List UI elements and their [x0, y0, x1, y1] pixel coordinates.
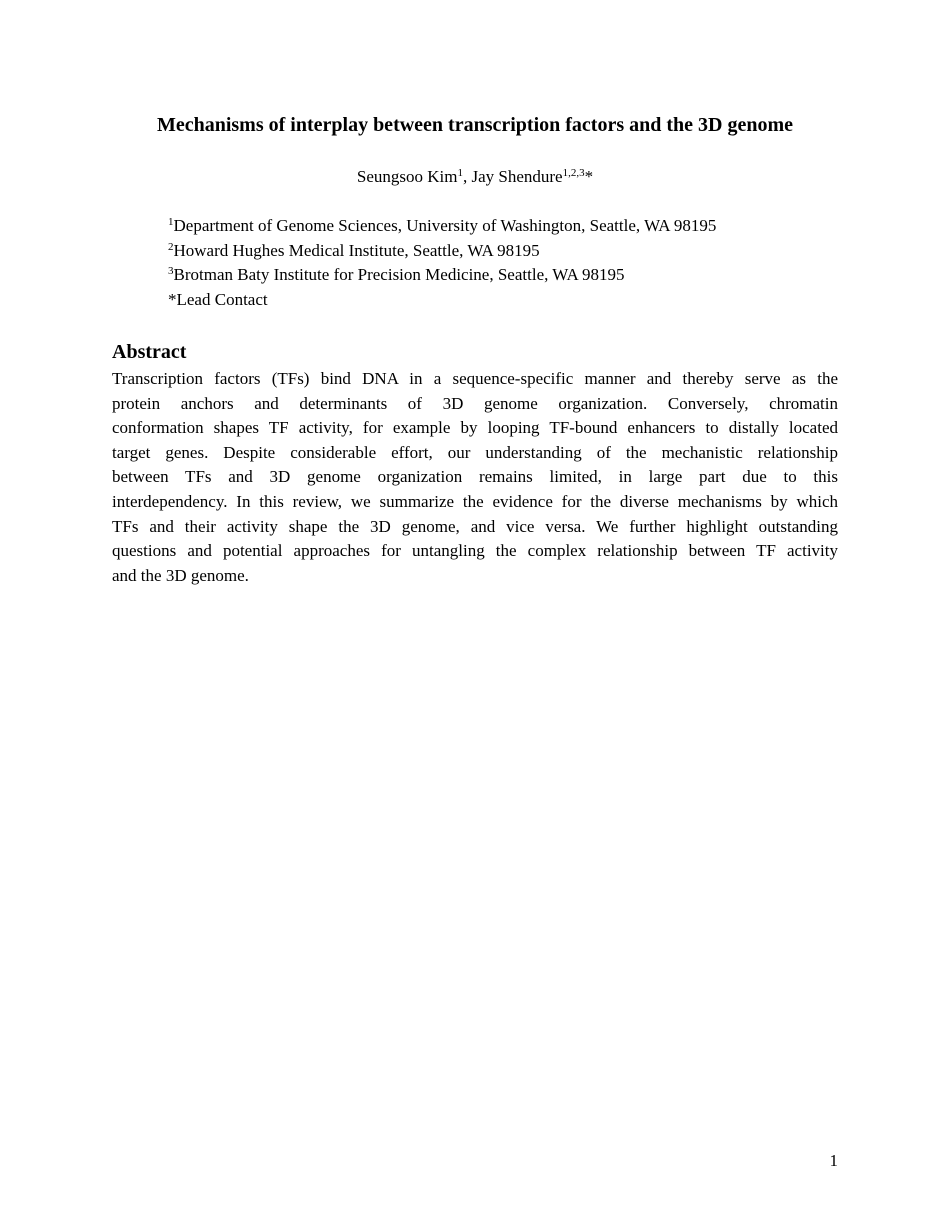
paper-title: Mechanisms of interplay between transcription factors and the 3D genome [156, 114, 794, 136]
affiliation-text: Department of Genome Sciences, University of Washington, Seattle, WA 98195 [173, 216, 717, 235]
abstract-line: conformation shapes TF activity, for example by looping TF-bound enhancers to distally located [112, 418, 838, 438]
affiliation-1 [168, 214, 868, 239]
abstract-line: between TFs and 3D genome organization remains limited, in large part due to this [112, 467, 838, 487]
affiliation-3 [168, 263, 868, 288]
author-name-2: Jay Shendure [471, 167, 563, 186]
author-separator: , [462, 167, 472, 186]
abstract-heading: Abstract [112, 341, 187, 363]
author-line [0, 165, 950, 189]
abstract-line: interdependency. In this review, we summarize the evidence for the diverse mechanisms by which [112, 491, 838, 511]
affiliation-text: Howard Hughes Medical Institute, Seattle, WA 98195 [173, 240, 540, 260]
abstract-line: questions and potential approaches for untangling the complex relationship between TF activity [112, 541, 838, 561]
abstract-line: TFs and their activity shape the 3D genome, and vice versa. We further highlight outstanding [112, 516, 838, 536]
page-number: 1 [829, 1151, 838, 1170]
affiliation-text: Brotman Baty Institute for Precision Medicine, Seattle, WA 98195 [173, 265, 625, 285]
abstract-line: Transcription factors (TFs) bind DNA in a sequence-specific manner and thereby serve as the [112, 369, 838, 388]
author-name-1: Seungsoo Kim [356, 167, 458, 186]
author-affil-2: 1,2,3 [562, 167, 585, 179]
abstract-body [112, 367, 838, 588]
lead-contact-note [168, 288, 868, 313]
lead-contact-text: *Lead Contact [168, 290, 268, 310]
affiliation-number: 3 [168, 265, 174, 278]
affiliation-list [168, 214, 868, 313]
affiliation-2 [168, 239, 868, 264]
author-affil-1: 1 [457, 167, 463, 179]
abstract-line: target genes. Despite considerable effort, our understanding of the mechanistic relationship [112, 442, 838, 462]
lead-contact-mark: * [584, 167, 594, 186]
abstract-line: and the 3D genome. [112, 565, 249, 585]
abstract-line: protein anchors and determinants of 3D genome organization. Conversely, chromatin [112, 393, 838, 413]
affiliation-number: 1 [168, 216, 174, 228]
affiliation-number: 2 [168, 240, 174, 253]
